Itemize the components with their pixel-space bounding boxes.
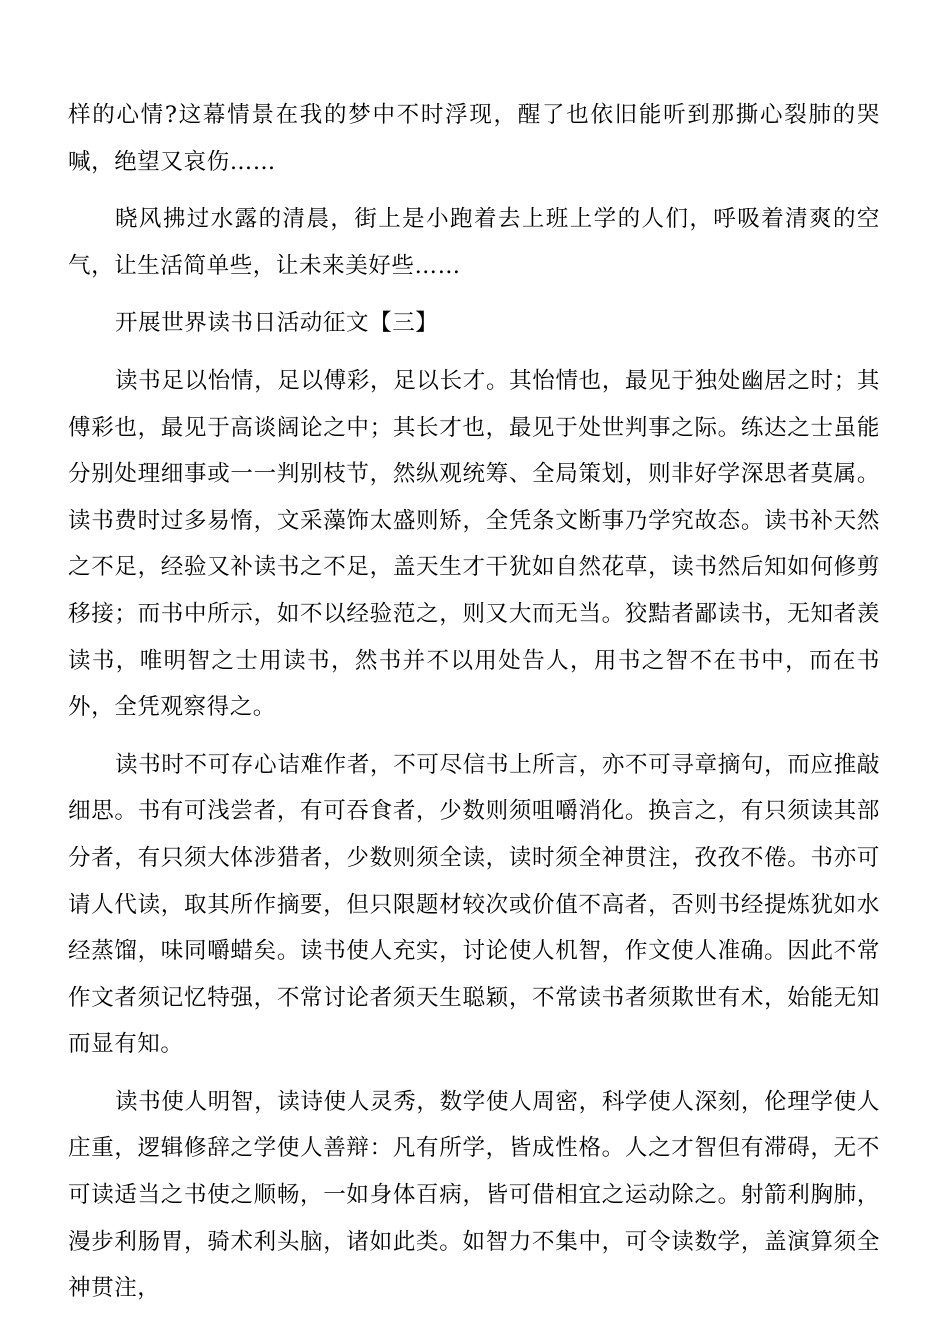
section-heading: 开展世界读书日活动征文【三】: [115, 310, 439, 337]
paragraph: 晓风拂过水露的清晨，街上是小跑着去上班上学的人们，呼吸着清爽的空气，让生活简单些，让未来美好些……: [68, 206, 880, 279]
paragraph: 读书使人明智，读诗使人灵秀，数学使人周密，科学使人深刻，伦理学使人庄重，逻辑修辞之学使人善辩：凡有所学，皆成性格。人之才智但有滞碍，无不可读适当之书使之顺畅，一如身体百病，皆可借相宜之运动除之。射箭利胸肺，漫步利肠胃，骑术利头脑，诸如此类。如智力不集中，可令读数学，盖演算须全神贯注，: [68, 1088, 880, 1302]
paragraph: 读书足以怡情，足以傅彩，足以长才。其怡情也，最见于独处幽居之时；其傅彩也，最见于高谈阔论之中；其长才也，最见于处世判事之际。练达之士虽能分别处理细事或一一判别枝节，然纵观统筹、全局策划，则非好学深思者莫属。读书费时过多易惰，文采藻饰太盛则矫，全凭条文断事乃学究故态。读书补天然之不足，经验又补读书之不足，盖天生才干犹如自然花草，读书然后知如何修剪移接；而书中所示，如不以经验范之，则又大而无当。狡黠者鄙读书，无知者羡读书，唯明智之士用读书，然书并不以用处告人，用书之智不在书中，而在书外，全凭观察得之。: [68, 367, 880, 721]
paragraph-continued: 样的心情?这幕情景在我的梦中不时浮现，醒了也依旧能听到那撕心裂肺的哭喊，绝望又哀伤……: [68, 102, 880, 175]
paragraph: 读书时不可存心诘难作者，不可尽信书上所言，亦不可寻章摘句，而应推敲细思。书有可浅尝者，有可吞食者，少数则须咀嚼消化。换言之，有只须读其部分者，有只须大体涉猎者，少数则须全读，读时须全神贯注，孜孜不倦。书亦可请人代读，取其所作摘要，但只限题材较次或价值不高者，否则书经提炼犹如水经蒸馏，味同嚼蜡矣。读书使人充实，讨论使人机智，作文使人准确。因此不常作文者须记忆特强，不常讨论者须天生聪颖，不常读书者须欺世有术，始能无知而显有知。: [68, 751, 880, 1058]
document-page: [68, 92, 880, 1312]
